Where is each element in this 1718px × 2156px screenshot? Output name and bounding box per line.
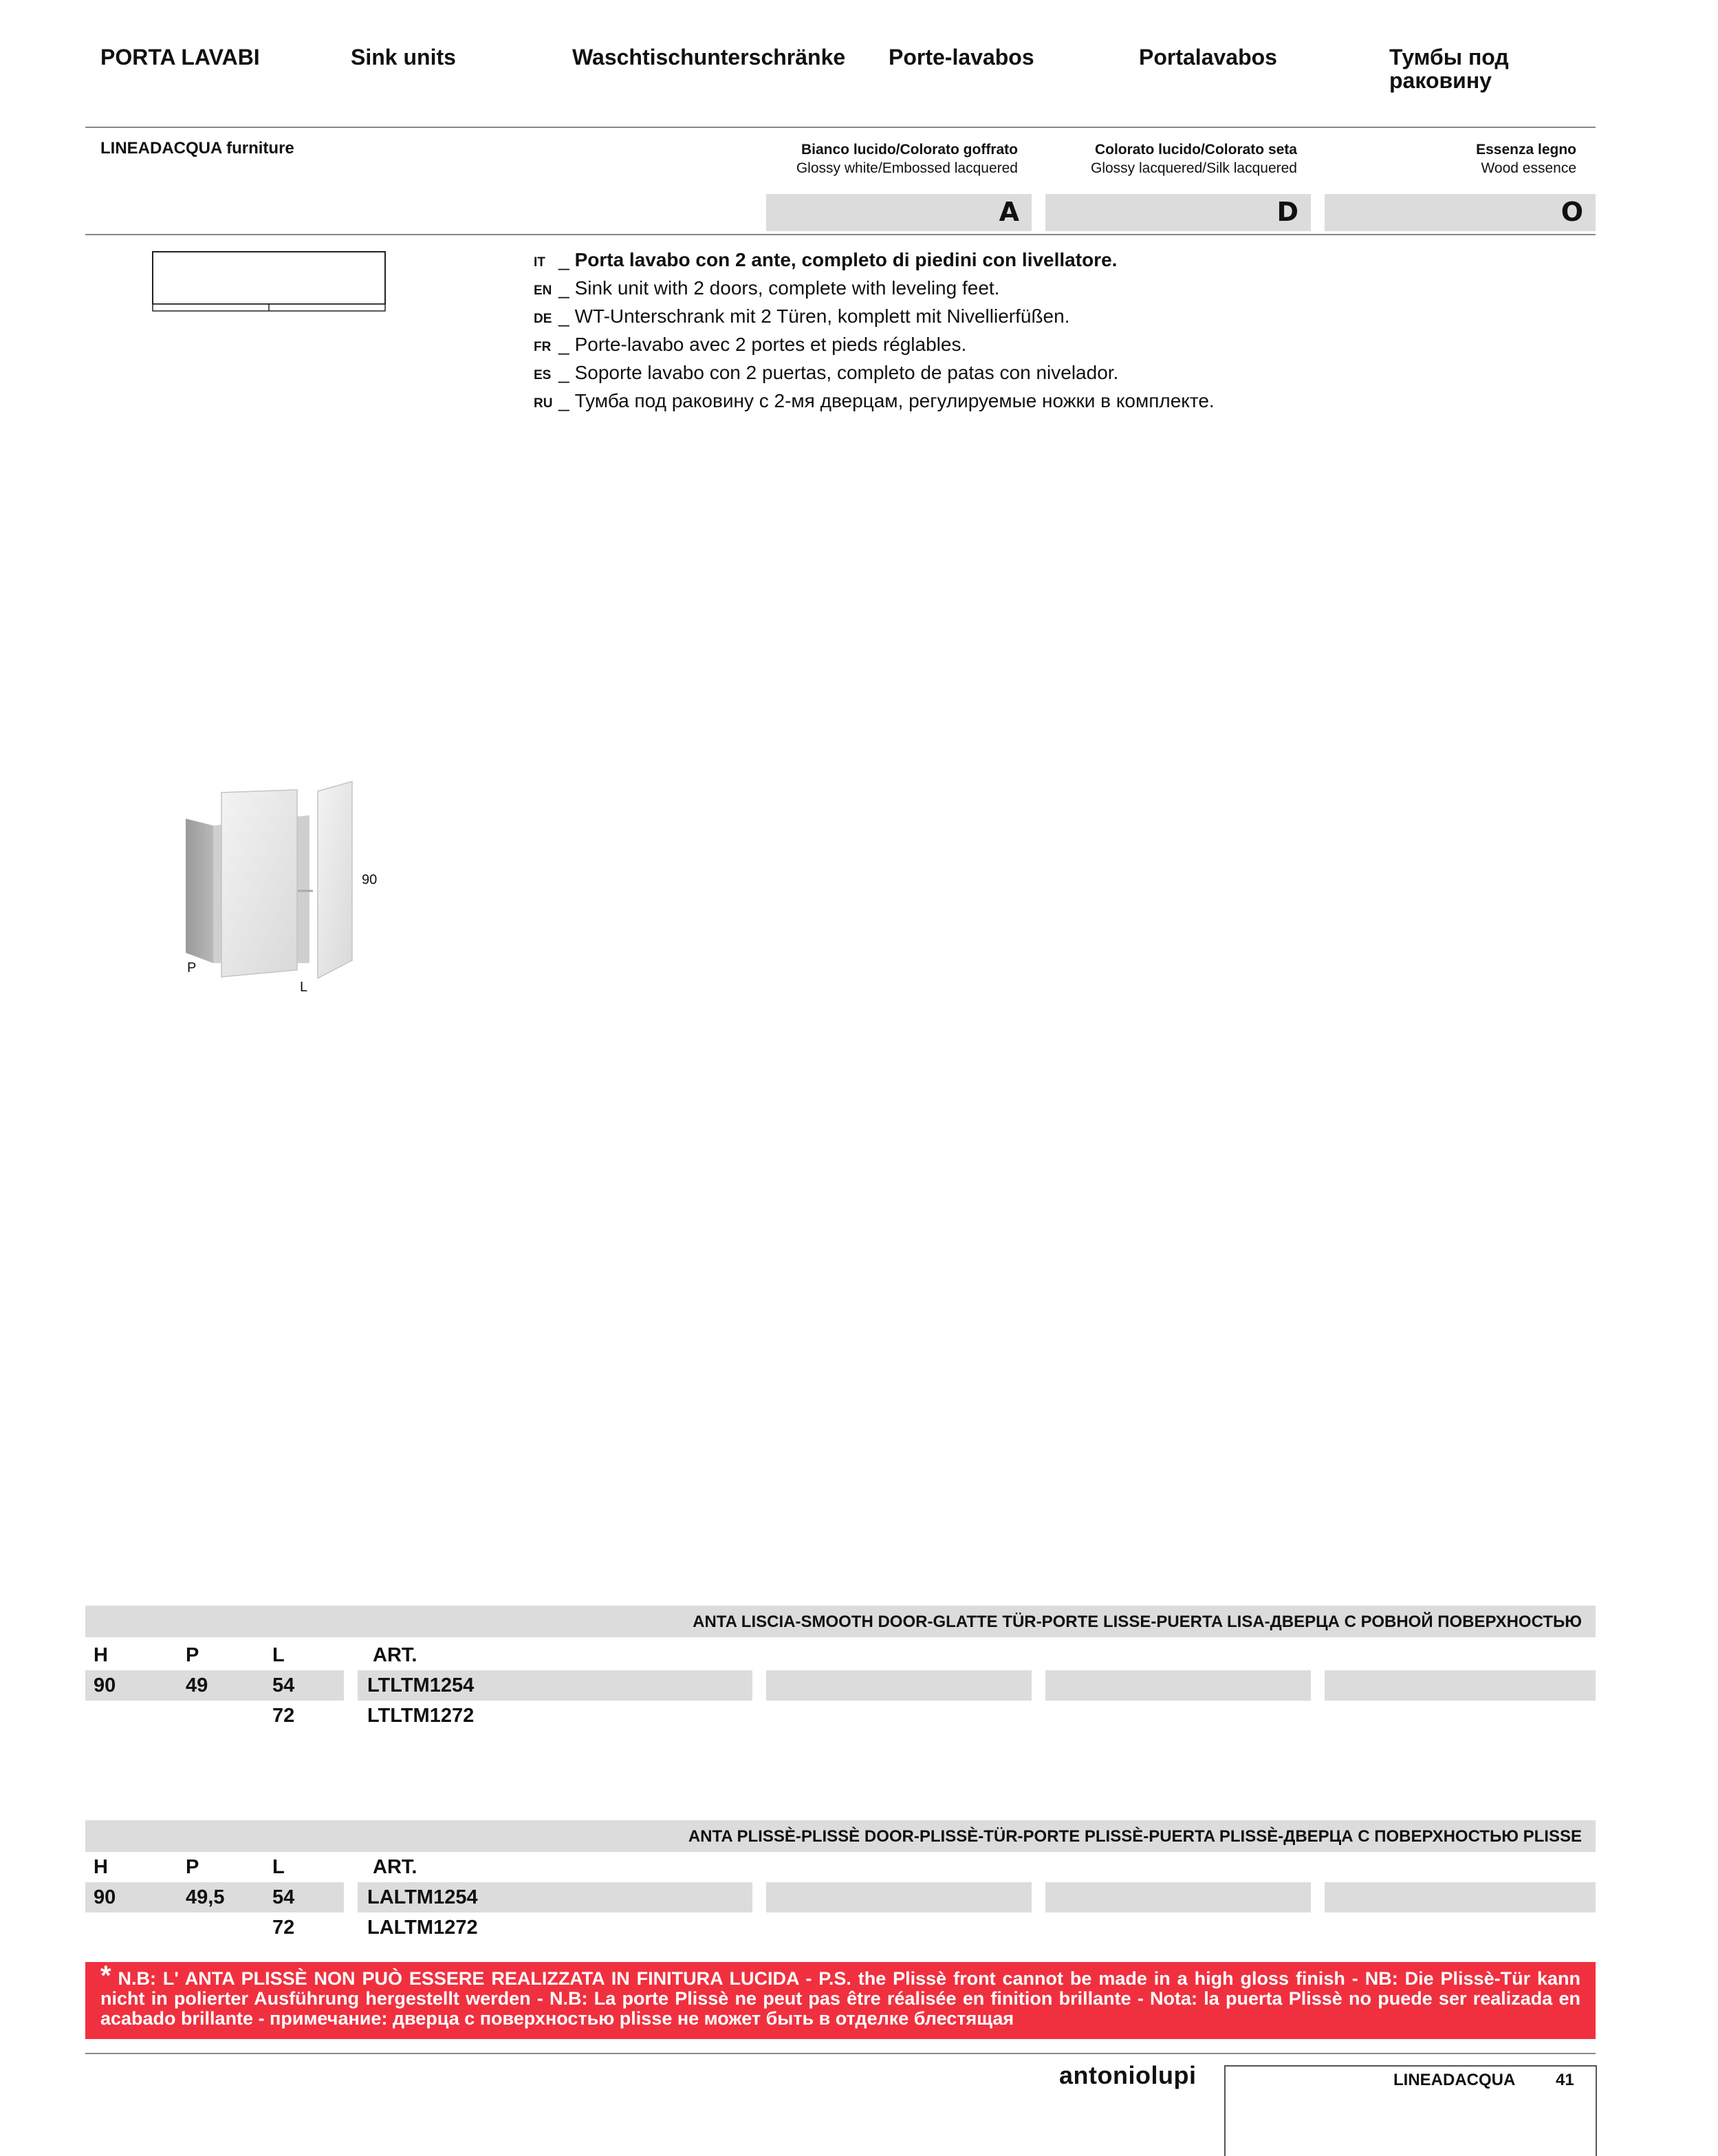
finish-o-price-cell [1325, 1670, 1596, 1701]
lang-separator: _ [558, 305, 569, 327]
finish-d-price-cell [1045, 1882, 1311, 1912]
finish-d-translation: Glossy lacquered/Silk lacquered [1091, 160, 1297, 176]
col-header-art: ART. [373, 1644, 417, 1666]
finish-o-translation: Wood essence [1481, 160, 1576, 176]
finish-a-codebar [766, 194, 1032, 231]
lang-separator: _ [558, 362, 569, 383]
finish-o-codebar [1325, 194, 1596, 231]
description-it [534, 246, 1117, 277]
finish-divider [85, 234, 1596, 235]
cell-art: LALTM1272 [367, 1917, 478, 1939]
finish-a-name: Bianco lucido/Colorato goffrato [801, 142, 1018, 158]
plan-view-drawing [151, 250, 388, 314]
title-it: PORTA LAVABI [100, 45, 260, 69]
lang-separator: _ [558, 334, 569, 355]
finish-d-label [1045, 140, 1297, 177]
description-fr [534, 331, 966, 361]
cell-l: 54 [272, 1886, 295, 1908]
footer-divider [85, 2053, 1596, 2054]
finish-a-label [766, 140, 1018, 177]
cell-h: 90 [94, 1886, 116, 1908]
height-dimension-label: 90 [362, 872, 378, 887]
title-ru: Тумбы под раковину [1389, 45, 1509, 93]
description-es [534, 359, 1118, 389]
finish-a-translation: Glossy white/Embossed lacquered [796, 160, 1018, 176]
smooth-door-title: ANTA LISCIA-SMOOTH DOOR-GLATTE TÜR-PORTE LISSE-PUERTA LISA-ДВЕРЦА С РОВНОЙ ПОВЕРХНОСТЬЮ [693, 1613, 1582, 1631]
cell-l: 72 [272, 1917, 295, 1939]
lang-separator: _ [558, 277, 569, 299]
col-header-p: P [186, 1644, 199, 1666]
plisse-finish-note [85, 1962, 1596, 2039]
cell-art: LTLTM1254 [367, 1674, 475, 1696]
lang-separator: _ [558, 390, 569, 411]
sink-unit-drawing [172, 777, 378, 998]
finish-a-price-cell [766, 1882, 1032, 1912]
plisse-door-title-bar [85, 1820, 1596, 1852]
cell-h: 90 [94, 1674, 116, 1696]
col-header-l: L [272, 1856, 285, 1878]
finish-d-price-cell [1045, 1670, 1311, 1701]
cell-p: 49 [186, 1674, 208, 1696]
finish-o-name: Essenza legno [1476, 142, 1576, 158]
cell-l: 72 [272, 1705, 295, 1727]
cell-art: LALTM1254 [367, 1886, 478, 1908]
description-text-de: WT-Unterschrank mit 2 Türen, komplett mit Nivellierfüßen. [574, 305, 1070, 327]
table-row [85, 1670, 344, 1701]
footer-box [1224, 2065, 1597, 2156]
lang-code-en: EN [534, 283, 552, 298]
col-header-h: H [94, 1856, 108, 1878]
lang-code-fr: FR [534, 340, 552, 354]
description-text-en: Sink unit with 2 doors, complete with leveling feet. [574, 277, 1000, 299]
depth-dimension-label: P [187, 960, 197, 975]
description-text-it: Porta lavabo con 2 ante, completo di piedini con livellatore. [574, 249, 1118, 270]
finish-o-label [1325, 140, 1576, 177]
plisse-door-title: ANTA PLISSÈ-PLISSÈ DOOR-PLISSÈ-TÜR-PORTE PLISSÈ-PUERTA PLISSÈ-ДВЕРЦА С ПОВЕРХНОСТЬЮ PLISSE [688, 1827, 1582, 1846]
note-star: * [100, 1961, 111, 1991]
col-header-h: H [94, 1644, 108, 1666]
brand-logo: antoniolupi [1059, 2061, 1197, 2089]
description-en [534, 274, 999, 305]
finish-a-price-cell [766, 1670, 1032, 1701]
description-text-fr: Porte-lavabo avec 2 portes et pieds réglables. [574, 334, 967, 355]
lang-code-de: DE [534, 312, 552, 326]
description-de [534, 303, 1069, 333]
collection-label: LINEADACQUA furniture [100, 139, 294, 158]
title-en: Sink units [351, 45, 456, 69]
smooth-door-title-bar [85, 1606, 1596, 1637]
finish-d-name: Colorato lucido/Colorato seta [1094, 142, 1297, 158]
cell-l: 54 [272, 1674, 295, 1696]
lang-code-ru: RU [534, 396, 553, 411]
col-header-art: ART. [373, 1856, 417, 1878]
page-number: 41 [1556, 2071, 1574, 2089]
note-text: N.B: L' ANTA PLISSÈ NON PUÒ ESSERE REALIZZATA IN FINITURA LUCIDA - P.S. the Plissè front cannot be made in a high gloss finish - NB: Die Plissè-Tür kann nicht in polierter Ausführung hergestellt werden - N.B: La porte Plissè ne peut pas être réalisée en finition brillante - Nota: la puerta Plissè no puede ser realizada en acabado brillante - примечание: дверца с поверхностью plisse не может быть в отделке блестящая [100, 1968, 1580, 2029]
cell-art: LTLTM1272 [367, 1705, 475, 1727]
title-es: Portalavabos [1139, 45, 1277, 69]
title-de: Waschtischunterschränke [572, 45, 846, 69]
col-header-p: P [186, 1856, 199, 1878]
description-text-ru: Тумба под раковину с 2-мя дверцам, регулируемые ножки в комплекте. [574, 390, 1215, 411]
finish-o-code: O [1561, 197, 1583, 227]
description-text-es: Soporte lavabo con 2 puertas, completo de patas con nivelador. [574, 362, 1119, 383]
width-dimension-label: L [300, 980, 308, 995]
header-divider [85, 127, 1596, 128]
col-header-l: L [272, 1644, 285, 1666]
cell-p: 49,5 [186, 1886, 225, 1908]
lang-separator: _ [558, 249, 569, 270]
lang-code-it: IT [534, 255, 545, 270]
finish-d-code: D [1276, 197, 1298, 227]
footer-section: LINEADACQUA [1393, 2071, 1516, 2089]
lang-code-es: ES [534, 368, 552, 382]
title-fr: Porte-lavabos [889, 45, 1034, 69]
finish-a-code: A [999, 197, 1019, 227]
finish-o-price-cell [1325, 1882, 1596, 1912]
finish-d-codebar [1045, 194, 1311, 231]
description-ru [534, 387, 1215, 418]
